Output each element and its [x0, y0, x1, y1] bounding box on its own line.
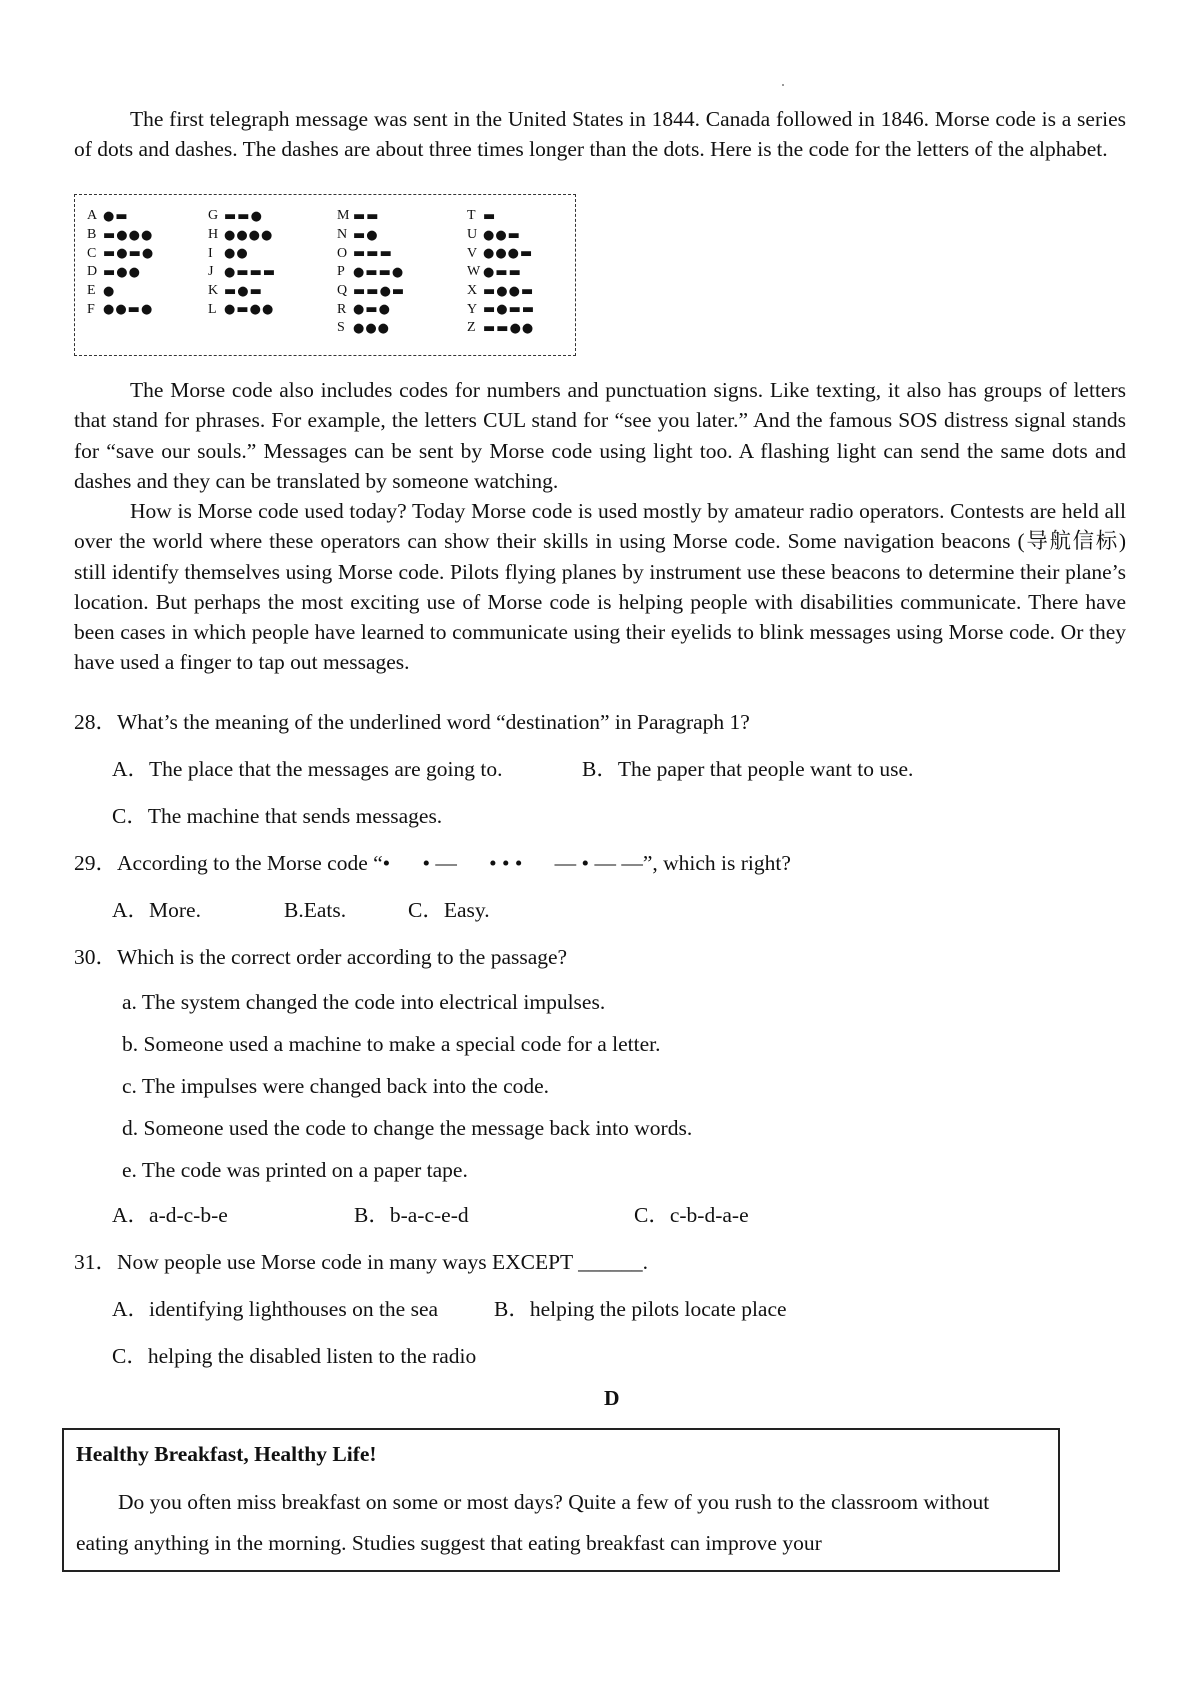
morse-entry	[87, 226, 154, 245]
morse-letter: T	[467, 208, 476, 224]
morse-entry	[208, 282, 276, 301]
morse-code: ●●●	[353, 320, 391, 336]
morse-entry	[337, 207, 405, 226]
morse-code: ●▬	[103, 208, 129, 224]
morse-code: ▬●●	[103, 264, 141, 280]
question-28: 28．What’s the meaning of the underlined word “destination” in Paragraph 1?	[74, 710, 750, 734]
morse-code: ●▬▬	[483, 264, 522, 280]
morse-entry	[337, 282, 405, 301]
morse-letter: W	[467, 264, 481, 280]
morse-entry	[337, 244, 405, 263]
morse-code: ●▬▬▬	[224, 264, 277, 280]
morse-entry	[208, 263, 276, 282]
question-30-item-e: e. The code was printed on a paper tape.	[122, 1158, 468, 1182]
question-29-option-c[interactable]: C．Easy.	[408, 898, 490, 922]
question-28-option-a[interactable]: A．The place that the messages are going to.	[112, 757, 503, 781]
passage-d-box	[62, 1428, 1060, 1572]
morse-code: ●▬▬●	[353, 264, 405, 280]
question-31-option-b[interactable]: B．helping the pilots locate place	[494, 1297, 787, 1321]
morse-entry	[87, 300, 154, 319]
morse-entry	[337, 300, 405, 319]
morse-code: ▬●●●	[103, 227, 154, 243]
morse-code: ▬▬	[353, 208, 380, 224]
morse-entry	[467, 226, 535, 245]
question-30-item-d: d. Someone used the code to change the message back into words.	[122, 1116, 693, 1140]
paragraph-2	[74, 375, 1126, 496]
morse-letter: D	[87, 264, 98, 280]
morse-entry	[208, 300, 276, 319]
passage-d-title: Healthy Breakfast, Healthy Life!	[76, 1442, 377, 1466]
morse-entry	[337, 263, 405, 282]
morse-letter: N	[337, 227, 348, 243]
morse-letter: C	[87, 245, 97, 261]
question-30-item-c: c. The impulses were changed back into the code.	[122, 1074, 550, 1098]
question-28-option-b[interactable]: B．The paper that people want to use.	[582, 757, 914, 781]
morse-code: ▬▬▬	[353, 246, 393, 262]
question-30-item-b: b. Someone used a machine to make a special code for a letter.	[122, 1032, 661, 1056]
paragraph-1	[74, 104, 1126, 165]
morse-entry	[208, 226, 276, 245]
paragraph-3	[74, 496, 1126, 678]
passage-d-text	[76, 1482, 1046, 1564]
morse-entry	[208, 244, 276, 263]
question-30-option-c[interactable]: C．c-b-d-a-e	[634, 1203, 749, 1227]
morse-entry	[87, 244, 154, 263]
morse-code-table	[74, 194, 576, 356]
morse-code: ●●●▬	[483, 246, 534, 262]
morse-code: ▬	[483, 208, 497, 224]
morse-letter: O	[337, 245, 348, 261]
morse-letter: Y	[467, 301, 478, 317]
morse-entry	[467, 282, 535, 301]
morse-entry	[337, 226, 405, 245]
morse-letter: A	[87, 208, 98, 224]
morse-letter: E	[87, 283, 96, 299]
morse-code: ▬●▬	[224, 283, 263, 299]
morse-letter: F	[87, 301, 95, 317]
morse-letter: X	[467, 283, 478, 299]
morse-code: ●▬●	[353, 302, 391, 318]
morse-entry	[87, 282, 154, 301]
morse-entry	[467, 244, 535, 263]
morse-code: ▬●▬▬	[483, 302, 536, 318]
morse-code: ▬●▬●	[103, 246, 155, 262]
question-28-option-c[interactable]: C．The machine that sends messages.	[112, 804, 443, 828]
section-letter: D	[604, 1386, 620, 1410]
morse-entry	[208, 207, 276, 226]
passage-d-text-content: Do you often miss breakfast on some or most days? Quite a few of you rush to the classroom without eating anything in the morning. Studies suggest that eating breakfast can improve your	[76, 1490, 990, 1555]
morse-letter: J	[208, 264, 214, 280]
morse-entry	[467, 263, 535, 282]
question-29-option-b[interactable]: B.Eats.	[284, 898, 347, 922]
morse-column-1	[87, 207, 154, 319]
question-31-option-a[interactable]: A．identifying lighthouses on the sea	[112, 1297, 439, 1321]
morse-letter: Q	[337, 283, 348, 299]
question-31: 31．Now people use Morse code in many ways EXCEPT ______.	[74, 1250, 649, 1274]
morse-entry	[337, 319, 405, 338]
morse-letter: V	[467, 245, 478, 261]
morse-code: ▬▬●●	[483, 320, 535, 336]
morse-letter: Z	[467, 320, 476, 336]
morse-letter: B	[87, 227, 97, 243]
morse-letter: K	[208, 283, 219, 299]
question-30: 30．Which is the correct order according to the passage?	[74, 945, 568, 969]
question-30-option-b[interactable]: B．b-a-c-e-d	[354, 1203, 469, 1227]
morse-entry	[467, 207, 535, 226]
morse-code: ▬▬●▬	[353, 283, 406, 299]
morse-letter: I	[208, 245, 213, 261]
morse-code: ●●	[224, 246, 249, 262]
morse-letter: R	[337, 301, 347, 317]
morse-letter: P	[337, 264, 345, 280]
morse-code: ▬●●▬	[483, 283, 535, 299]
morse-code: ●●▬	[483, 227, 521, 243]
morse-code: ●▬●●	[224, 302, 275, 318]
morse-entry	[467, 300, 535, 319]
question-29: 29．According to the Morse code “• • — • • • — • — —”, which is right?	[74, 851, 791, 875]
question-30-option-a[interactable]: A．a-d-c-b-e	[112, 1203, 228, 1227]
morse-column-4	[467, 207, 535, 338]
morse-letter: M	[337, 208, 350, 224]
morse-letter: S	[337, 320, 345, 336]
stray-mark	[782, 84, 784, 86]
morse-code: ●●●●	[224, 227, 274, 243]
morse-entry	[87, 207, 154, 226]
paragraph-3-text: How is Morse code used today? Today Morse code is used mostly by amateur radio operators. Contests are held all over the world where these operators can show their skills in using Morse code. Some navigation beacons (导航信标) still identify themselves using Morse code. Pilots flying planes by instrument use these beacons to determine their plane’s location. But perhaps the most exciting use of Morse code is helping people with disabilities communicate. There have been cases in which people have learned to communicate using their eyelids to blink messages using Morse code. Or they have used a finger to tap out messages.	[74, 499, 1126, 675]
morse-entry	[87, 263, 154, 282]
question-30-item-a: a. The system changed the code into electrical impulses.	[122, 990, 606, 1014]
morse-letter: U	[467, 227, 478, 243]
morse-code: ●●▬●	[103, 302, 154, 318]
paragraph-1-text: The first telegraph message was sent in the United States in 1844. Canada followed in 1846. Morse code is a series of dots and dashes. The dashes are about three times longer than the dots. Here is the code for the letters of the alphabet.	[74, 107, 1126, 162]
morse-code: ●	[103, 283, 116, 299]
question-29-option-a[interactable]: A．More.	[112, 898, 201, 922]
morse-column-2	[208, 207, 276, 319]
morse-letter: H	[208, 227, 219, 243]
question-31-option-c[interactable]: C．helping the disabled listen to the radio	[112, 1344, 477, 1368]
morse-code: ▬●	[353, 227, 379, 243]
morse-entry	[467, 319, 535, 338]
morse-column-3	[337, 207, 405, 338]
morse-code: ▬▬●	[224, 208, 263, 224]
morse-letter: L	[208, 301, 217, 317]
morse-letter: G	[208, 208, 219, 224]
paragraph-2-text: The Morse code also includes codes for numbers and punctuation signs. Like texting, it also has groups of letters that stand for phrases. For example, the letters CUL stand for “see you later.” And the famous SOS distress signal stands for “save our souls.” Messages can be sent by Morse code using light too. A flashing light can send the same dots and dashes and they can be translated by someone watching.	[74, 378, 1126, 493]
